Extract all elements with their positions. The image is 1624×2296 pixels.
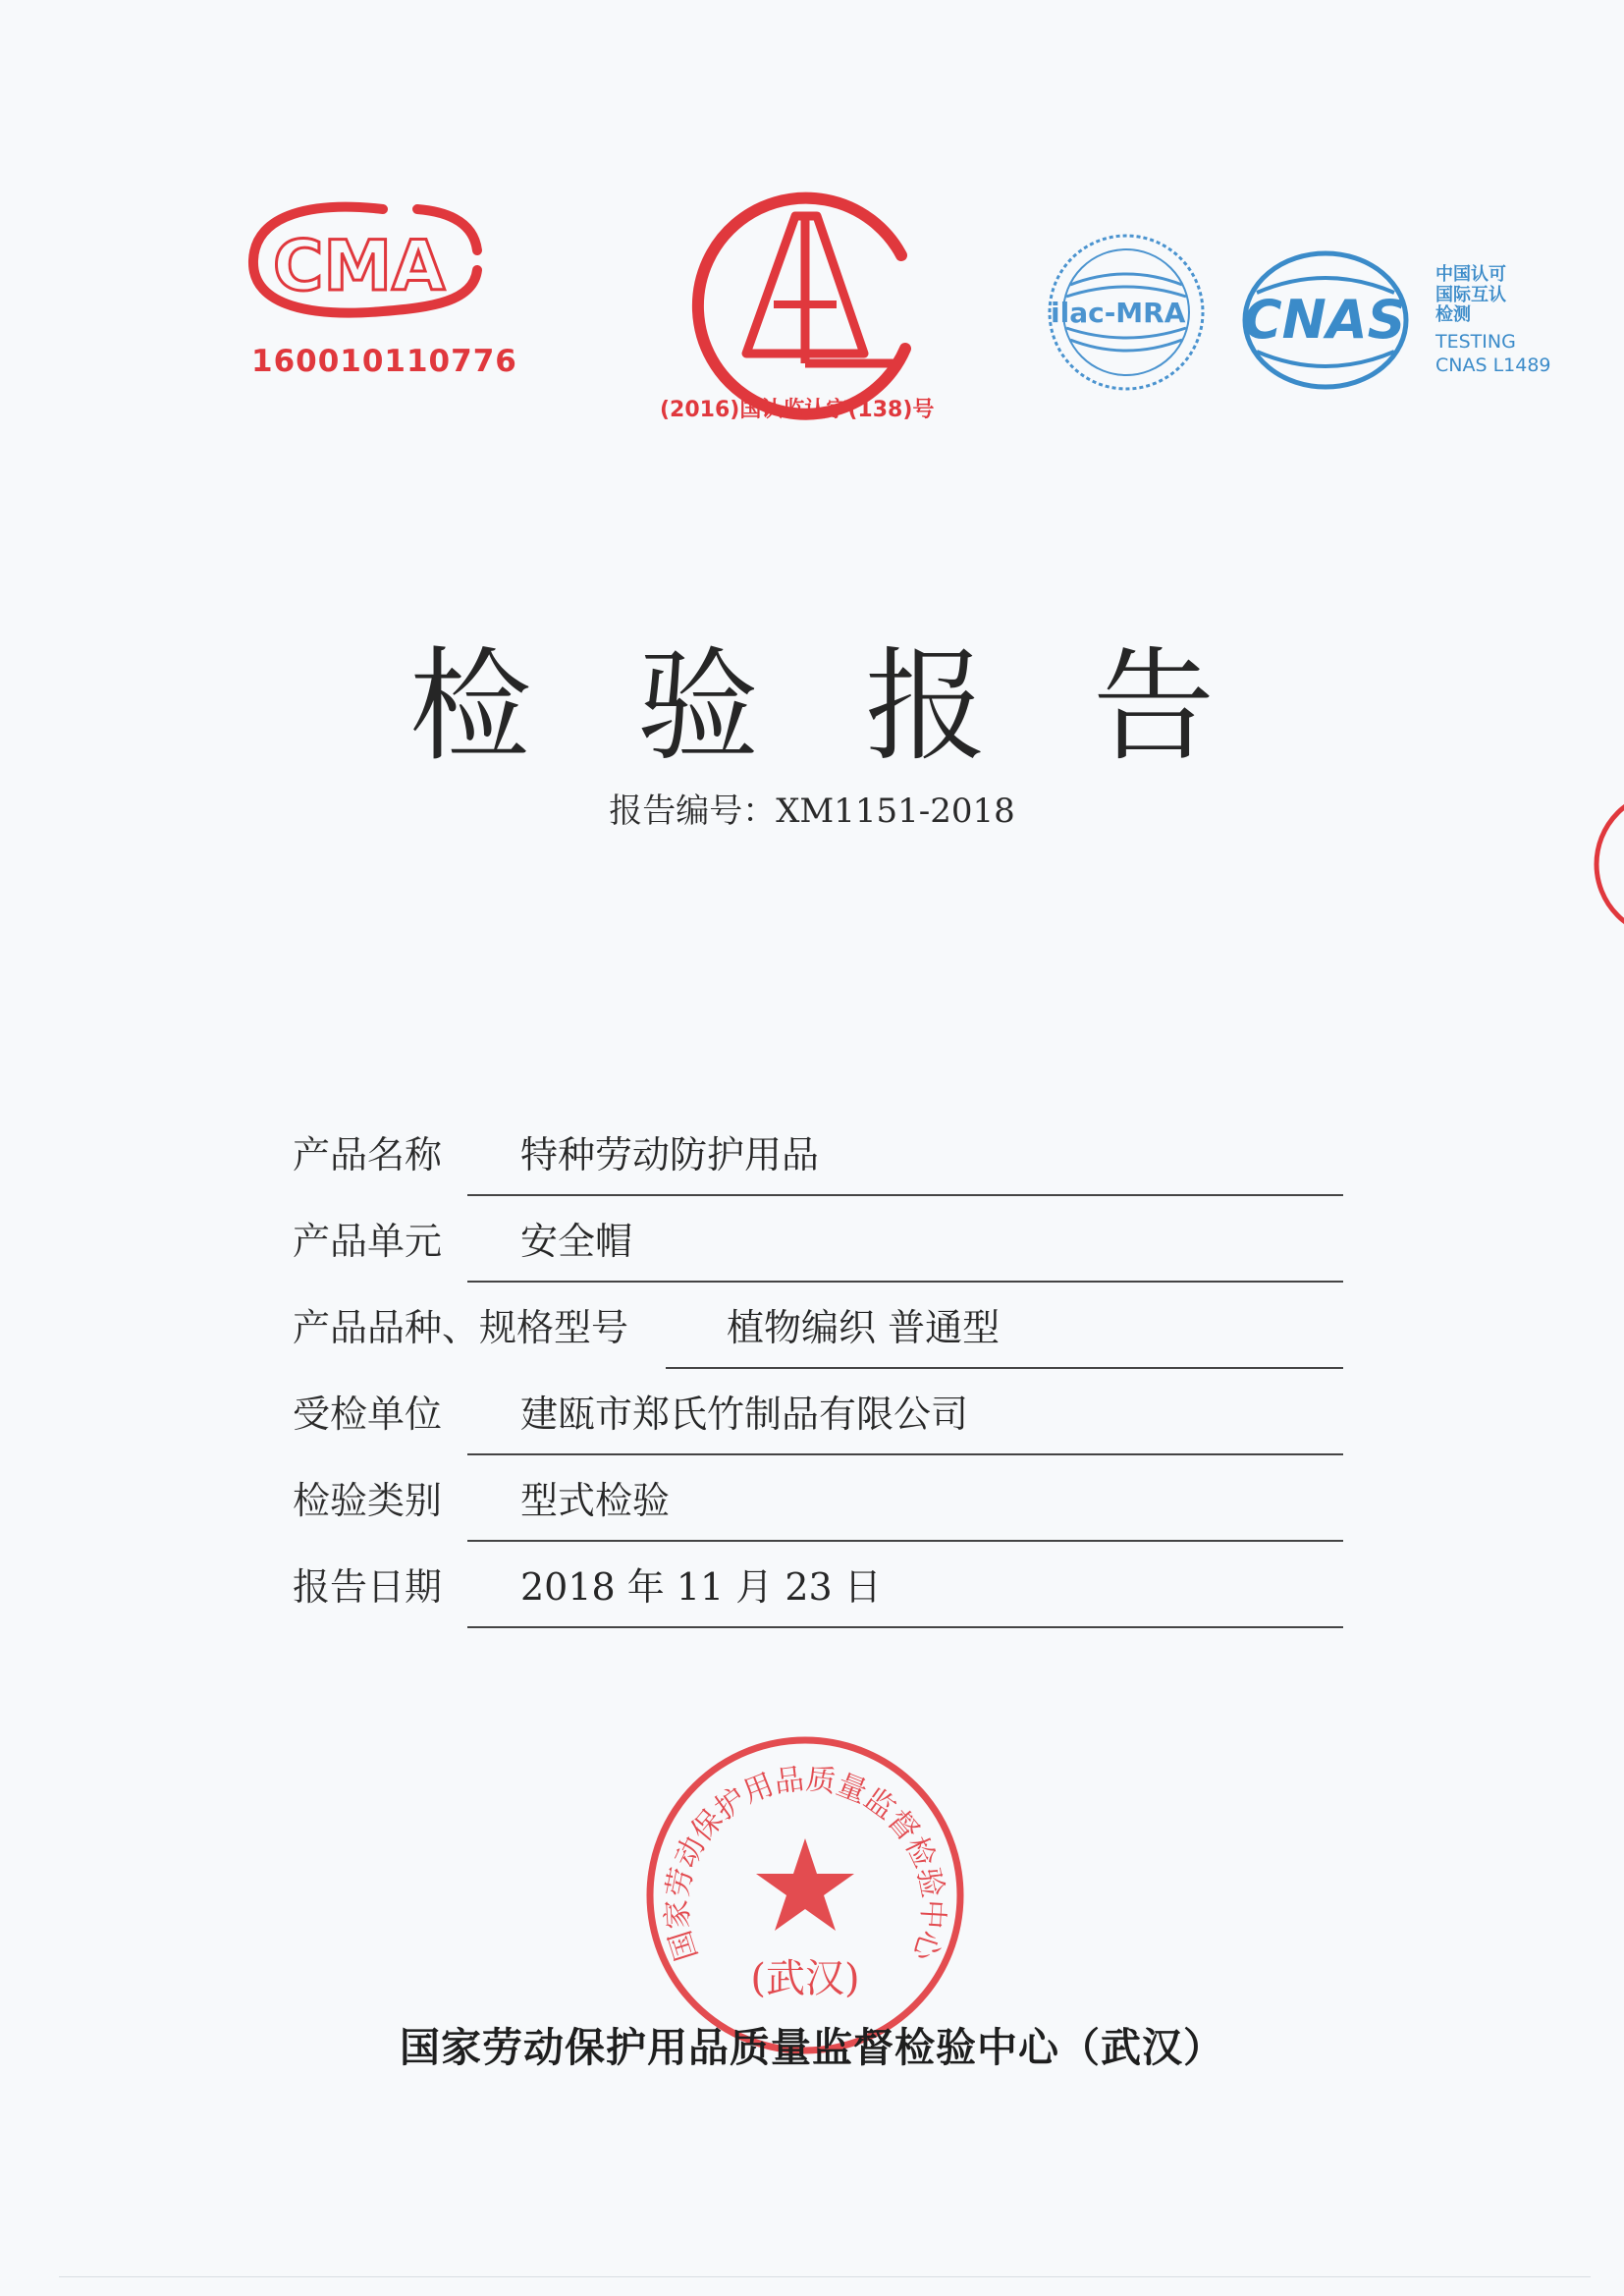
cma-logo-letters: CMA bbox=[273, 226, 446, 306]
info-label: 产品名称 bbox=[293, 1133, 443, 1176]
info-row-inspected-unit bbox=[293, 1369, 1343, 1455]
report-number: 报告编号：XM1151-2018 bbox=[609, 792, 1015, 831]
report-info-table bbox=[293, 1110, 1343, 1628]
cnas-cn-line-2: 国际互认 bbox=[1435, 284, 1506, 305]
info-value: 2018 年 11 月 23 日 bbox=[520, 1565, 882, 1609]
info-value: 型式检验 bbox=[520, 1479, 671, 1522]
cal-approval-number: (2016)国认监认字(138)号 bbox=[660, 398, 935, 422]
info-label: 受检单位 bbox=[293, 1393, 443, 1436]
cnas-registration-number: CNAS L1489 bbox=[1435, 354, 1551, 376]
info-row-inspection-type bbox=[293, 1455, 1343, 1542]
underline bbox=[467, 1626, 1343, 1628]
info-label: 产品单元 bbox=[293, 1220, 443, 1263]
official-seal bbox=[638, 1728, 972, 2062]
info-value: 建瓯市郑氏竹制品有限公司 bbox=[520, 1393, 969, 1436]
cnas-accreditation-text bbox=[1435, 265, 1551, 377]
cnas-cn-line-1: 中国认可 bbox=[1435, 264, 1506, 285]
edge-seal-fragment bbox=[1591, 786, 1624, 943]
info-value: 特种劳动防护用品 bbox=[520, 1133, 820, 1176]
info-row-product-spec bbox=[293, 1283, 1343, 1369]
info-value: 安全帽 bbox=[520, 1220, 633, 1263]
info-row-product-unit bbox=[293, 1196, 1343, 1283]
cma-number: 160010110776 bbox=[251, 344, 517, 379]
seal-inner-text: (武汉) bbox=[750, 1956, 860, 2001]
info-row-report-date bbox=[293, 1542, 1343, 1628]
page-title: 检验报告 bbox=[408, 636, 1321, 778]
info-label: 报告日期 bbox=[293, 1565, 443, 1609]
seal-arc-text: 国家劳动保护用品质量监督检验中心 bbox=[660, 1762, 950, 1965]
issuing-organization: 国家劳动保护用品质量监督检验中心（武汉） bbox=[400, 2024, 1224, 2071]
info-label: 检验类别 bbox=[293, 1479, 443, 1522]
star-icon bbox=[756, 1838, 854, 1931]
ilac-mra-logo bbox=[1041, 224, 1213, 401]
cnas-cn-line-3: 检测 bbox=[1435, 304, 1471, 326]
scan-edge-line bbox=[59, 2276, 1591, 2277]
info-row-product-name bbox=[293, 1110, 1343, 1196]
cnas-testing-label: TESTING bbox=[1435, 331, 1516, 354]
cnas-logo-text: CNAS bbox=[1243, 289, 1406, 351]
info-label: 产品品种、规格型号 bbox=[293, 1306, 629, 1349]
ilac-logo-text: ilac-MRA bbox=[1051, 297, 1186, 329]
info-value: 植物编织 普通型 bbox=[727, 1306, 1001, 1349]
